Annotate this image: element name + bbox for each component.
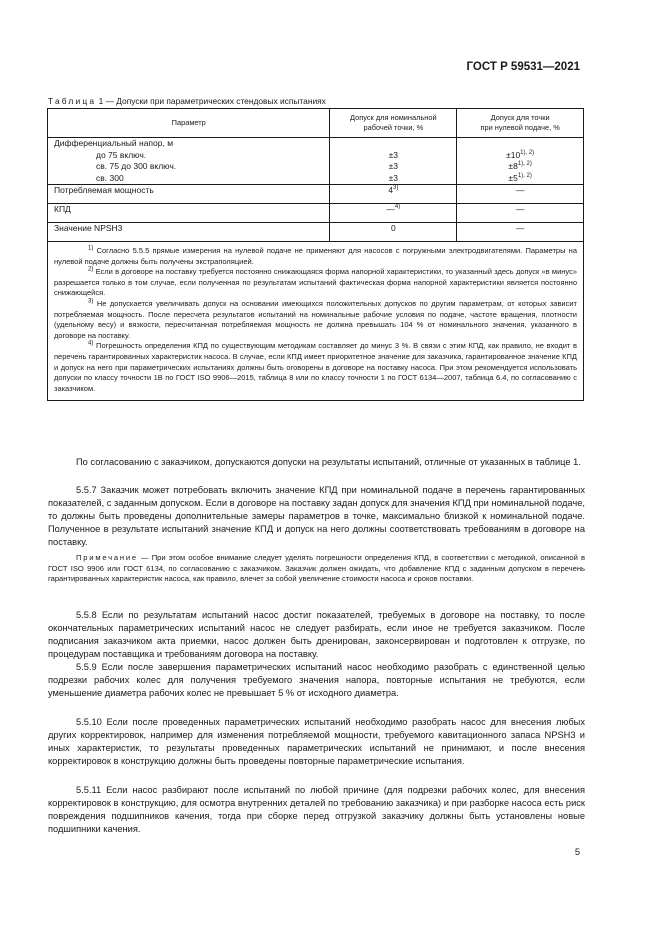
table-footnotes-row: [48, 242, 584, 401]
paragraph-5-5-9: 5.5.9 Если после завершения параметрических испытаний насос необходимо разобрать с единственной целью подрезки рабочих колес для получения требуемого значения напора, повторные испытания не требуются, если уменьшение диаметра рабочих колес не превышает 5 % от исходного диаметра.: [48, 662, 585, 699]
cell-zero: $\pm 10^{1), 2)}$ $\pm 8^{1), 2)}$ $\pm 5^{1), 2)}$: [457, 138, 584, 185]
header-rated-tolerance: Допуск для номинальной рабочей точки, %: [330, 109, 457, 138]
footnote: $^{2)}$ Если в договоре на поставку требуется постоянно снижающаяся форма напорной характеристики, то указанный здесь допуск «в минус» разрешается только в том случае, если полученная по результатам испытаний фактическая форма напорной характеристики является постоянно снижающейся.: [54, 266, 577, 298]
footnote: $^{1)}$ Согласно 5.5.5 прямые измерения на нулевой подаче не применяют для насосов с погружными электродвигателями. Параметры на нулевой подаче должны быть получены экстраполяцией.: [54, 245, 577, 266]
paragraph-5-5-7: 5.5.7 Заказчик может потребовать включить значение КПД при номинальной подаче в перечень гарантированных показателей, с заданным допуском. Если в договоре на поставку задан допуск для значения КПД при номинальной подаче, то должны быть проведены дополнительные замеры параметров в точке, максимально близкой к номинальной подаче. Полученное в результате испытаний значение КПД и допуск на него должны соответствовать требованиям в договоре на поставку.: [48, 485, 585, 548]
note-block: [48, 553, 585, 585]
table-row-npsh: Значение NPSH3 0 —: [48, 223, 584, 242]
table-row-power: Потребляемая мощность 4$^{3)}$ —: [48, 185, 584, 204]
table-row-kpd: КПД —$^{4)}$ —: [48, 204, 584, 223]
table-title-word: Таблица: [48, 96, 97, 106]
table-header-row: [48, 109, 584, 138]
footnote: $^{4)}$ Погрешность определения КПД по существующим методикам составляет до минус 3 %. В связи с этим КПД, как правило, не входит в перечень гарантированных характеристик насоса. В случае, если КПД имеет приоритетное значение для заказчика, гарантированное значение КПД и допуск на него при параметрических испытаниях должны быть оговорены в договоре на поставку насоса. При этом рекомендуется использовать допуски по классу точности 1В по ГОСТ ISO 9906—2015, таблица 8 или по классу точности 1 по ГОСТ 6134—2007, таблица 6.4, по согласованию с заказчиком.: [54, 340, 577, 393]
note-label: Примечание: [76, 553, 138, 562]
cell-param: Дифференциальный напор, м до 75 включ. св. 75 до 300 включ. св. 300: [48, 138, 330, 185]
note-text: — При этом особое внимание следует уделять погрешности определения КПД, в соответствии с методикой, описанной в ГОСТ ISO 9906 или ГОСТ 6134, по согласованию с заказчиком. Заказчик должен ожидать, что добавление КПД с заданным допуском в перечень гарантированных характеристик насоса, как правило, влечет за собой увеличение стоимости насоса и сроков поставки.: [48, 553, 585, 584]
page-number: 5: [574, 847, 580, 857]
table-footnotes: [48, 242, 584, 401]
header-zero-flow-tolerance: Допуск для точки при нулевой подаче, %: [457, 109, 584, 138]
table-row-differential-head: [48, 138, 584, 185]
cell-rated: ±3 ±3 ±3: [330, 138, 457, 185]
table-title-text: 1 — Допуски при параметрических стендовых испытаниях: [98, 96, 326, 106]
paragraph-5-5-11: 5.5.11 Если насос разбирают после испытаний по любой причине (для подрезки рабочих колес, для внесения корректировок в конструкцию, для осмотра внутренних деталей по требованию заказчика) и при разборке насоса есть риск повреждения подшипников качения, тогда при сборке перед отгрузкой заказчику должны быть установлены новые подшипники качения.: [48, 785, 585, 835]
table-title: [48, 96, 326, 106]
paragraph-5-5-10: 5.5.10 Если после проведенных параметрических испытаний необходимо разобрать насос для внесения любых других корректировок, например для изменения потребляемой мощности, требуемого кавитационного запаса NPSH3 и иных характеристик, то результаты проведенных параметрических испытаний не принимают, и после внесения корректировок в конструкцию должны быть проведены повторные параметрические испытания.: [48, 717, 585, 767]
header-param: Параметр: [48, 109, 330, 138]
tolerances-table: [47, 108, 584, 401]
footnote: $^{3)}$ Не допускается увеличивать допуск на основании имеющихся положительных допусков по другим параметрам, от которых зависит потребляемая мощность. После пересчета результатов испытаний на номинальные рабочие условия по подаче, частоте вращения, плотности (удельному весу) и вязкости, пересчитанная потребляемая мощность не должна превышать 104 % от номинального значения, указанного в договоре на поставку.: [54, 298, 577, 340]
document-code: ГОСТ Р 59531—2021: [466, 61, 580, 73]
paragraph-agreement: По согласованию с заказчиком, допускаются допуски на результаты испытаний, отличные от указанных в таблице 1.: [76, 457, 581, 467]
paragraph-5-5-8: 5.5.8 Если по результатам испытаний насос достиг показателей, требуемых в договоре на поставку, то после окончательных параметрических испытаний насос не следует разбирать, если иное не требуется заказчиком. После подписания заказчиком акта приемки, насос должен быть дренирован, законсервирован и подготовлен к отгрузке, по процедурам поставщика и требованиям договора на поставку.: [48, 610, 585, 660]
